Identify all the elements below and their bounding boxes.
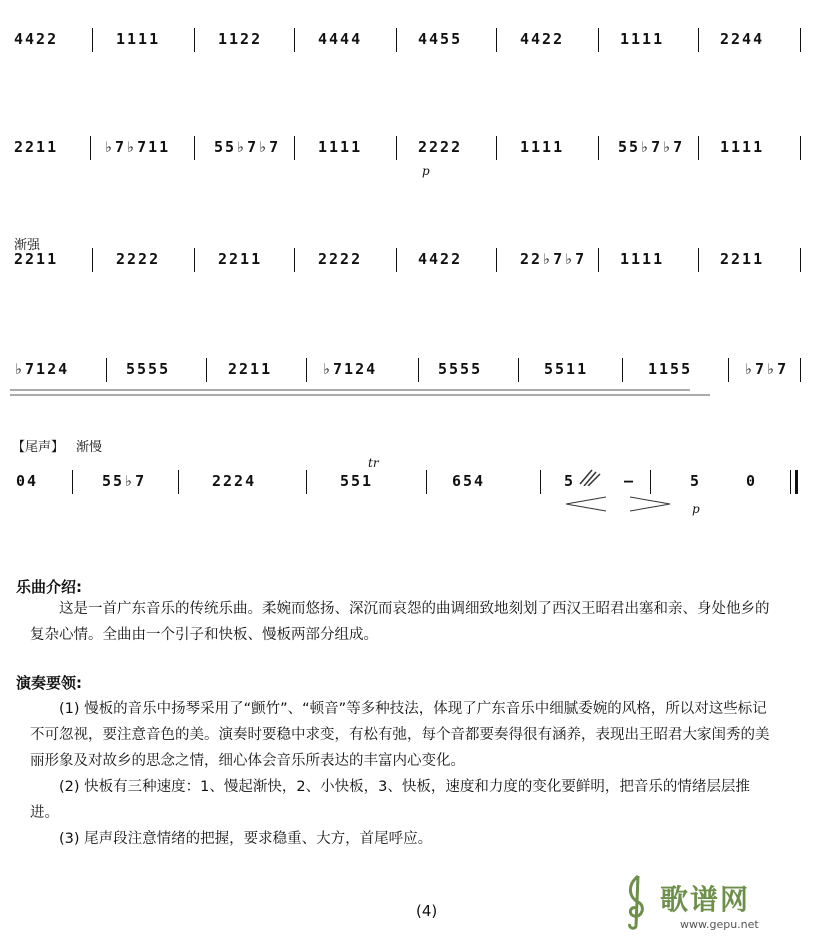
intro-heading: 乐曲介绍: xyxy=(16,578,82,596)
measure: 1111 xyxy=(116,30,161,48)
slur-line xyxy=(10,386,710,400)
measure: 55♭7♭7 xyxy=(214,138,281,156)
barline xyxy=(622,358,623,382)
tip-item-3: (3) 尾声段注意情绪的把握，要求稳重、大方，首尾呼应。 xyxy=(59,831,433,847)
barline xyxy=(178,470,179,494)
score-row-4 xyxy=(0,358,817,408)
dynamic-piano: p xyxy=(422,164,430,178)
watermark-logo-text: 歌谱网 xyxy=(660,883,751,916)
measure: 4422 xyxy=(418,250,463,268)
barline xyxy=(496,28,497,52)
slowing-label: 渐慢 xyxy=(76,440,103,455)
measure: 0 xyxy=(746,472,758,490)
treble-clef-logo-icon xyxy=(620,872,650,930)
tip-item-2: (2) 快板有三种速度：1、慢起渐快，2、小快板，3、快板，速度和力度的变化要鲜明，把音乐的情绪层层推进。 xyxy=(30,779,750,821)
barline xyxy=(294,248,295,272)
score-row-5 xyxy=(0,456,817,520)
trill-mark: tr xyxy=(368,456,379,470)
measure: 1111 xyxy=(318,138,363,156)
barline xyxy=(72,470,73,494)
measure: 1111 xyxy=(720,138,765,156)
measure: 1111 xyxy=(520,138,565,156)
crescendo-label: 渐强 xyxy=(14,238,41,253)
intro-text: 这是一首广东音乐的传统乐曲。柔婉而悠扬、深沉而哀怨的曲调细致地刻划了西汉王昭君出塞和亲、身处他乡的复杂心情。全曲由一个引子和快板、慢板两部分组成。 xyxy=(30,601,770,643)
barline xyxy=(426,470,427,494)
measure: 5 xyxy=(690,472,702,490)
watermark xyxy=(660,878,817,938)
barline xyxy=(294,28,295,52)
barline xyxy=(106,358,107,382)
measure: 2211 xyxy=(14,138,59,156)
barline xyxy=(800,358,801,382)
measure: 551 xyxy=(340,472,374,490)
barline xyxy=(90,136,91,160)
measure: 5 xyxy=(564,472,576,490)
measure: ♭7124 xyxy=(14,360,70,378)
barline xyxy=(496,248,497,272)
measure: 2222 xyxy=(116,250,161,268)
barline xyxy=(194,248,195,272)
barline xyxy=(518,358,519,382)
barline xyxy=(418,358,419,382)
barline xyxy=(206,358,207,382)
score-row-2 xyxy=(0,136,817,186)
measure: 2222 xyxy=(318,250,363,268)
intro-paragraph xyxy=(30,596,770,648)
measure: 2211 xyxy=(218,250,263,268)
barline xyxy=(698,28,699,52)
barline xyxy=(598,28,599,52)
barline xyxy=(728,358,729,382)
page-number: (4) xyxy=(416,902,438,920)
measure: 55♭7 xyxy=(102,472,147,490)
barline xyxy=(294,136,295,160)
measure: 4455 xyxy=(418,30,463,48)
barline xyxy=(396,248,397,272)
measure: 1111 xyxy=(620,250,665,268)
measure: 04 xyxy=(16,472,39,490)
measure: 22♭7♭7 xyxy=(520,250,587,268)
barline xyxy=(396,28,397,52)
barline xyxy=(92,28,93,52)
barline xyxy=(800,248,801,272)
measure: 1111 xyxy=(620,30,665,48)
measure: 4422 xyxy=(520,30,565,48)
barline xyxy=(698,136,699,160)
score-row-1 xyxy=(0,28,817,68)
measure: 2244 xyxy=(720,30,765,48)
barline xyxy=(698,248,699,272)
barline xyxy=(650,470,651,494)
measure: ♭7♭711 xyxy=(104,138,171,156)
barline xyxy=(306,358,307,382)
dynamic-piano: p xyxy=(692,502,700,516)
measure: 2222 xyxy=(418,138,463,156)
measure: ♭7124 xyxy=(322,360,378,378)
measure: 1122 xyxy=(218,30,263,48)
measure: 654 xyxy=(452,472,486,490)
measure: 2211 xyxy=(228,360,273,378)
watermark-url: www.gepu.net xyxy=(680,918,759,931)
barline xyxy=(800,136,801,160)
measure: 4422 xyxy=(14,30,59,48)
final-barline-thin xyxy=(790,470,791,494)
barline xyxy=(800,28,801,52)
measure: 2211 xyxy=(14,250,59,268)
measure: 2224 xyxy=(212,472,257,490)
measure: 4444 xyxy=(318,30,363,48)
measure: – xyxy=(624,472,636,490)
barline xyxy=(396,136,397,160)
barline xyxy=(306,470,307,494)
hairpins xyxy=(566,496,706,512)
measure: 5555 xyxy=(126,360,171,378)
measure: 5511 xyxy=(544,360,589,378)
score-row-3 xyxy=(0,248,817,288)
measure: 5555 xyxy=(438,360,483,378)
measure: 55♭7♭7 xyxy=(618,138,685,156)
tips-heading: 演奏要领: xyxy=(16,674,82,692)
tremolo-slashes xyxy=(578,462,602,486)
measure: ♭7♭7 xyxy=(744,360,789,378)
measure: 2211 xyxy=(720,250,765,268)
coda-label: 【尾声】 xyxy=(12,440,65,455)
measure: 1155 xyxy=(648,360,693,378)
barline xyxy=(194,28,195,52)
final-barline-thick xyxy=(795,470,798,494)
barline xyxy=(194,136,195,160)
barline xyxy=(540,470,541,494)
tip-item-1: (1) 慢板的音乐中扬琴采用了“颤竹”、“顿音”等多种技法，体现了广东音乐中细腻委婉的风格，所以对这些标记不可忽视，要注意音色的美。演奏时要稳中求变，有松有弛，每个音都要奏得很有涵养，表现出王昭君大家闺秀的美丽形象及对故乡的思念之情，细心体会音乐所表达的丰富内心变化。 xyxy=(30,701,770,769)
barline xyxy=(496,136,497,160)
barline xyxy=(92,248,93,272)
barline xyxy=(598,136,599,160)
barline xyxy=(598,248,599,272)
tips-list xyxy=(30,696,770,852)
